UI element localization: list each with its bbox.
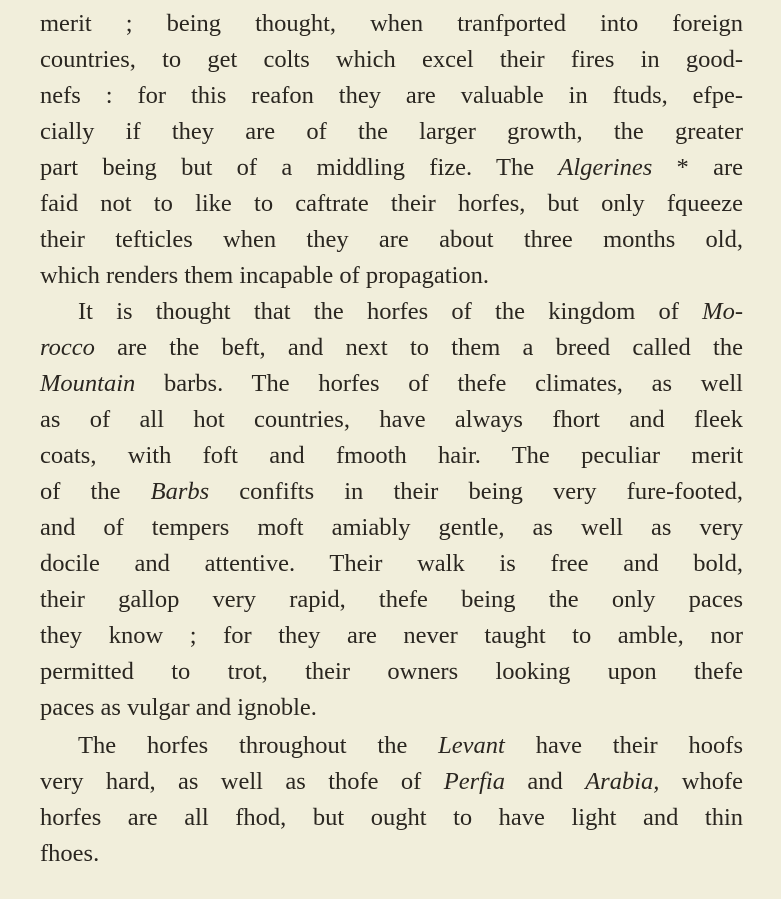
text-run: whofe [659, 768, 744, 795]
italic-term: Arabia, [585, 768, 660, 795]
italic-term: Mountain [40, 370, 136, 397]
text-line [40, 258, 743, 294]
text-line [40, 330, 743, 366]
text-run: and of tempers moft amiably gentle, as well as very [40, 514, 743, 541]
text-line [40, 546, 743, 582]
text-run: confifts in their being very fure-footed, [209, 478, 744, 505]
text-line [40, 836, 743, 872]
italic-term: Perfia [443, 768, 505, 795]
text-run: The horfes throughout the [78, 732, 439, 759]
text-run: are the beft, and next to them a breed called the [94, 334, 743, 361]
italic-term: rocco [40, 334, 95, 361]
text-line [40, 222, 743, 258]
italic-term: Algerines [558, 154, 653, 181]
text-line [40, 114, 743, 150]
text-line [40, 800, 743, 836]
text-line [40, 690, 743, 726]
text-run: their tefticles when they are about three months old, [40, 226, 743, 253]
text-run: It is thought that the horfes of the kingdom of [78, 298, 703, 325]
text-run: paces as vulgar and ignoble. [40, 694, 317, 721]
text-line [40, 764, 743, 800]
text-run: nefs : for this reafon they are valuable in ftuds, efpe- [40, 82, 743, 109]
text-run: coats, with foft and fmooth hair. The peculiar merit [40, 442, 743, 469]
text-run: they know ; for they are never taught to amble, nor [40, 622, 743, 649]
text-run: merit ; being thought, when tranfported into foreign [40, 10, 743, 37]
text-line [40, 78, 743, 114]
text-line [40, 186, 743, 222]
text-line [40, 150, 743, 186]
text-line [78, 728, 743, 764]
text-run: very hard, as well as thofe of [40, 768, 444, 795]
text-line [40, 618, 743, 654]
text-run: cially if they are of the larger growth, the greater [40, 118, 743, 145]
text-line [40, 654, 743, 690]
italic-term: Barbs [150, 478, 210, 505]
text-run: countries, to get colts which excel their fires in good- [40, 46, 743, 73]
text-run: faid not to like to caftrate their horfes, but only fqueeze [40, 190, 743, 217]
text-line [40, 582, 743, 618]
text-line [40, 438, 743, 474]
text-line [40, 510, 743, 546]
text-run: horfes are all fhod, but ought to have light and thin [40, 804, 743, 831]
text-run: and [505, 768, 586, 795]
text-run: have their hoofs [504, 732, 743, 759]
text-run: barbs. The horfes of thefe climates, as well [135, 370, 743, 397]
text-run: which renders them incapable of propagation. [40, 262, 490, 289]
italic-term: Levant [438, 732, 505, 759]
text-line [78, 294, 743, 330]
text-run: their gallop very rapid, thefe being the only paces [40, 586, 743, 613]
text-line [40, 402, 743, 438]
text-run: fhoes. [40, 840, 100, 867]
text-run: as of all hot countries, have always fhort and fleek [40, 406, 743, 433]
text-run: docile and attentive. Their walk is free and bold, [40, 550, 743, 577]
text-run: of the [40, 478, 151, 505]
text-run: permitted to trot, their owners looking upon thefe [40, 658, 743, 685]
italic-term: Mo- [702, 298, 743, 325]
text-run: * are [652, 154, 743, 181]
text-line [40, 6, 743, 42]
text-line [40, 366, 743, 402]
text-line [40, 42, 743, 78]
text-line [40, 474, 743, 510]
text-run: part being but of a middling fize. The [40, 154, 559, 181]
